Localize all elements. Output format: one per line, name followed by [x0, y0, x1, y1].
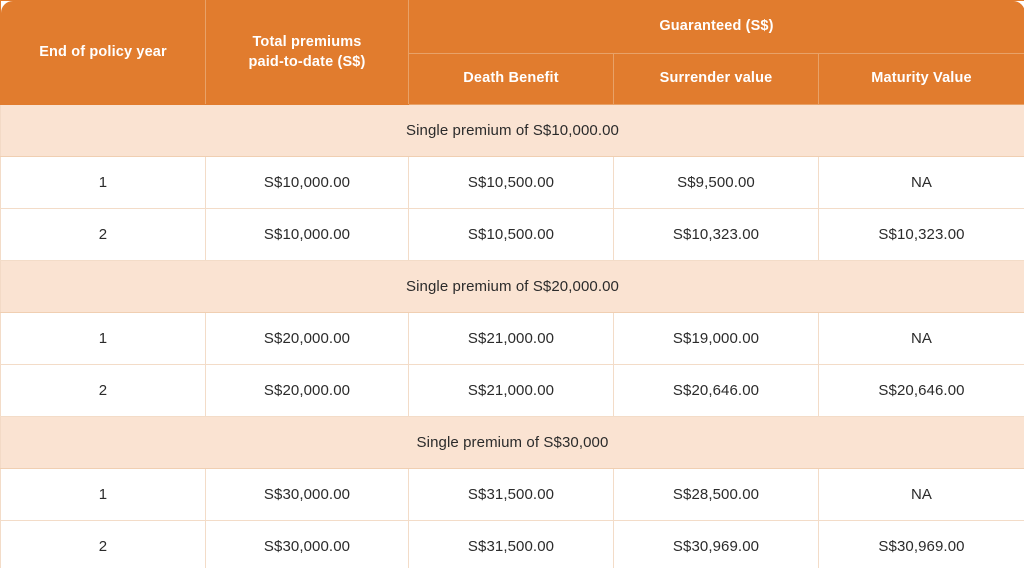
cell-policy-year: 1	[1, 313, 206, 365]
cell-maturity-value: NA	[819, 157, 1024, 209]
cell-surrender-value: S$19,000.00	[614, 313, 819, 365]
cell-maturity-value: NA	[819, 469, 1024, 521]
cell-policy-year: 2	[1, 209, 206, 261]
cell-policy-year: 1	[1, 157, 206, 209]
table-header	[1, 1, 1024, 105]
cell-policy-year: 2	[1, 365, 206, 417]
table-header-row-primary	[1, 1, 1024, 54]
section-title: Single premium of S$30,000	[1, 417, 1024, 469]
column-header-total-premiums-paid-to-date	[206, 1, 409, 105]
cell-surrender-value: S$10,323.00	[614, 209, 819, 261]
cell-maturity-value: NA	[819, 313, 1024, 365]
cell-surrender-value: S$30,969.00	[614, 521, 819, 568]
column-header-total-premiums-line-1: Total premiums	[252, 33, 362, 50]
section-header-row	[1, 417, 1024, 469]
cell-death-benefit: S$10,500.00	[409, 209, 614, 261]
cell-total-premiums: S$10,000.00	[206, 157, 409, 209]
cell-total-premiums: S$10,000.00	[206, 209, 409, 261]
cell-surrender-value: S$28,500.00	[614, 469, 819, 521]
cell-death-benefit: S$31,500.00	[409, 469, 614, 521]
cell-total-premiums: S$30,000.00	[206, 521, 409, 568]
cell-maturity-value: S$30,969.00	[819, 521, 1024, 568]
cell-surrender-value: S$20,646.00	[614, 365, 819, 417]
table-row	[1, 313, 1024, 365]
table-row	[1, 365, 1024, 417]
cell-total-premiums: S$30,000.00	[206, 469, 409, 521]
cell-total-premiums: S$20,000.00	[206, 365, 409, 417]
column-header-death-benefit: Death Benefit	[409, 54, 614, 105]
cell-total-premiums: S$20,000.00	[206, 313, 409, 365]
table-row	[1, 157, 1024, 209]
column-header-surrender-value: Surrender value	[614, 54, 819, 105]
cell-surrender-value: S$9,500.00	[614, 157, 819, 209]
cell-death-benefit: S$21,000.00	[409, 313, 614, 365]
section-title: Single premium of S$20,000.00	[1, 261, 1024, 313]
cell-maturity-value: S$20,646.00	[819, 365, 1024, 417]
cell-death-benefit: S$31,500.00	[409, 521, 614, 568]
column-header-maturity-value: Maturity Value	[819, 54, 1024, 105]
table-row	[1, 521, 1024, 568]
table-body	[1, 105, 1024, 568]
column-header-total-premiums-line-2: paid-to-date (S$)	[248, 53, 366, 70]
column-header-end-of-policy-year: End of policy year	[1, 1, 206, 105]
section-title: Single premium of S$10,000.00	[1, 105, 1024, 157]
cell-policy-year: 2	[1, 521, 206, 568]
cell-death-benefit: S$10,500.00	[409, 157, 614, 209]
section-header-row	[1, 105, 1024, 157]
cell-maturity-value: S$10,323.00	[819, 209, 1024, 261]
cell-death-benefit: S$21,000.00	[409, 365, 614, 417]
column-group-header-guaranteed: Guaranteed (S$)	[409, 1, 1024, 54]
table-row	[1, 209, 1024, 261]
section-header-row	[1, 261, 1024, 313]
cell-policy-year: 1	[1, 469, 206, 521]
table-row	[1, 469, 1024, 521]
